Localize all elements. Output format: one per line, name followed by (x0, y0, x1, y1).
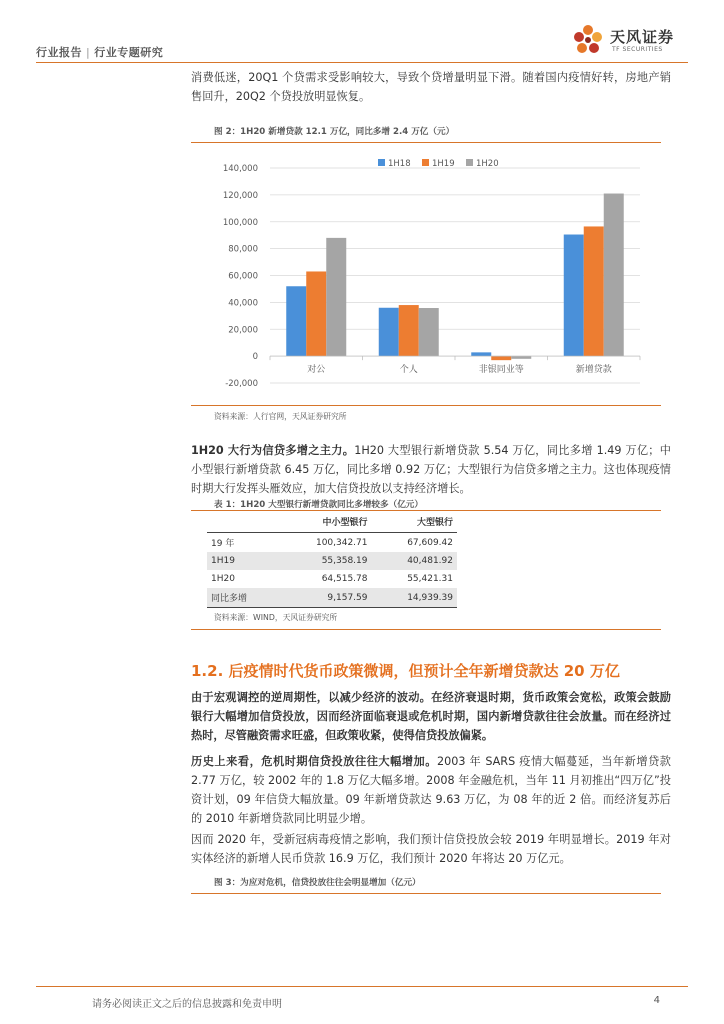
legend-label: 1H20 (476, 159, 499, 169)
bar-1h19 (399, 305, 419, 356)
table-cell: 1H19 (207, 552, 277, 570)
y-tick-label: 80,000 (228, 244, 258, 255)
table-cell: 100,342.71 (315, 537, 368, 548)
brand-name: 天风证券 (610, 28, 675, 46)
big-bank-paragraph (191, 441, 671, 498)
bar-1h20 (419, 308, 439, 356)
policy-paragraph (191, 688, 671, 745)
policy-text: 由于宏观调控的逆周期性，以减少经济的波动。在经济衰退时期，货币政策会宽松，政策会鼓励银行大幅增加信贷投放，因而经济面临衰退或危机时期，国内新增贷款往往会放量。而在经济过热时，尽管融资需求旺盛，但政策收紧，使得信贷投放偏紧。 (191, 691, 671, 742)
table-cell: 9,157.59 (277, 588, 372, 608)
header-separator: | (86, 46, 91, 59)
table-cell: 55,358.19 (277, 552, 372, 570)
forecast-paragraph: 因而 2020 年，受新冠病毒疫情之影响，我们预计信贷投放会较 2019 年明显增长。2019 年对实体经济的新增人民币贷款 16.9 万亿，我们预计 2020 年将达 20 万亿元。 (191, 833, 671, 865)
report-category: 行业报告 (36, 46, 82, 59)
y-tick-label: 40,000 (228, 298, 258, 309)
x-tick-label: 对公 (307, 365, 326, 376)
bar-1h18 (286, 286, 306, 356)
figure-2-source: 资料来源：人行官网，天风证券研究所 (214, 412, 347, 421)
intro-paragraph: 消费低迷，20Q1 个贷需求受影响较大，导致个贷增量明显下滑。随着国内疫情好转，房地产销售回升，20Q2 个贷投放明显恢复。 (191, 71, 671, 103)
y-tick-label: -20,000 (225, 379, 258, 389)
loan-bar-chart (200, 150, 650, 400)
y-tick-label: 100,000 (222, 217, 258, 228)
bar-1h18 (471, 352, 491, 356)
table-cell: 1H20 (211, 574, 235, 584)
table-row (207, 552, 457, 570)
header-category (36, 44, 163, 60)
history-lead: 历史上来看，危机时期信贷投放往往大幅增加。 (191, 755, 437, 768)
y-tick-label: 20,000 (228, 325, 258, 336)
table-header-row (207, 511, 457, 533)
big-bank-lead: 1H20 大行为信贷多增之主力。 (191, 444, 355, 457)
loan-table (207, 511, 457, 608)
table-1-title: 表 1：1H20 大型银行新增贷款同比多增较多（亿元） (214, 500, 423, 510)
footer-divider (36, 986, 688, 987)
table-header-cell: 大型银行 (372, 511, 458, 533)
legend-swatch (422, 159, 429, 166)
table-cell: 14,939.39 (372, 588, 458, 608)
legend-swatch (378, 159, 385, 166)
brand-subtitle: TF SECURITIES (612, 46, 663, 53)
history-body: 2003 年 SARS 疫情大幅蔓延，当年新增贷款 2.77 万亿，较 2002 年的 1.8 万亿大幅多增。2008 年金融危机，当年 11 月初推出“四万亿”投资计划，09 年信贷大幅放量。09 年新增贷款达 9.63 万亿，为 08 年的近 2 倍。而经济复苏后的 2010 年新增贷款同比明显少增。 (191, 755, 671, 825)
table-1-bottom-rule (191, 629, 661, 630)
bar-1h18 (379, 308, 399, 356)
header-divider (36, 62, 688, 63)
bar-1h20 (326, 238, 346, 356)
table-cell: 19 年 (211, 539, 235, 549)
table-cell: 67,609.42 (407, 537, 453, 548)
bar-1h19 (306, 271, 326, 356)
bar-1h20 (604, 194, 624, 357)
table-row (207, 588, 457, 608)
table-cell: 64,515.78 (321, 574, 368, 584)
y-tick-label: 60,000 (228, 271, 258, 282)
legend-swatch (466, 159, 473, 166)
table-cell: 40,481.92 (372, 552, 458, 570)
table-row (207, 570, 457, 588)
footer-disclaimer: 请务必阅读正文之后的信息披露和免责申明 (92, 999, 282, 1010)
bar-1h19 (491, 356, 511, 360)
bar-1h18 (564, 235, 584, 357)
section-title: 1.2. 后疫情时代货币政策微调，但预计全年新增贷款达 20 万亿 (191, 662, 620, 680)
history-paragraph (191, 752, 671, 828)
x-tick-label: 个人 (399, 365, 418, 376)
page-number: 4 (653, 995, 660, 1006)
figure-2-top-rule (191, 142, 661, 143)
y-tick-label: 120,000 (222, 190, 258, 201)
bar-1h19 (584, 226, 604, 356)
table-cell: 55,421.31 (407, 574, 453, 584)
table-header-cell (207, 511, 277, 533)
table-cell: 同比多增 (207, 588, 277, 608)
figure-3-title: 图 3：为应对危机，信贷投放往往会明显增加（亿元） (214, 878, 421, 888)
x-tick-label: 非银同业等 (478, 365, 524, 376)
report-subcategory: 行业专题研究 (94, 46, 164, 59)
table-row (207, 533, 457, 553)
bar-1h20 (511, 356, 531, 359)
legend-label: 1H19 (432, 159, 455, 169)
y-tick-label: 140,000 (222, 164, 258, 174)
legend-label: 1H18 (388, 159, 411, 169)
big-bank-body: 1H20 大型银行新增贷款 5.54 万亿，同比多增 1.49 万亿；中小型银行新增贷款 6.45 万亿，同比多增 0.92 万亿；大型银行为信贷多增之主力。这也体现疫情时期大行发挥头雁效应，加大信贷投放以支持经济增长。 (191, 444, 671, 495)
figure-2-title: 图 2：1H20 新增贷款 12.1 万亿，同比多增 2.4 万亿（元） (214, 127, 455, 137)
table-header-cell: 中小型银行 (277, 511, 372, 533)
figure-3-top-rule (191, 893, 661, 894)
figure-2-bottom-rule (191, 405, 661, 406)
y-tick-label: 0 (252, 352, 258, 363)
x-tick-label: 新增贷款 (575, 365, 612, 376)
table-1-source: 资料来源：WIND，天风证券研究所 (214, 613, 338, 622)
